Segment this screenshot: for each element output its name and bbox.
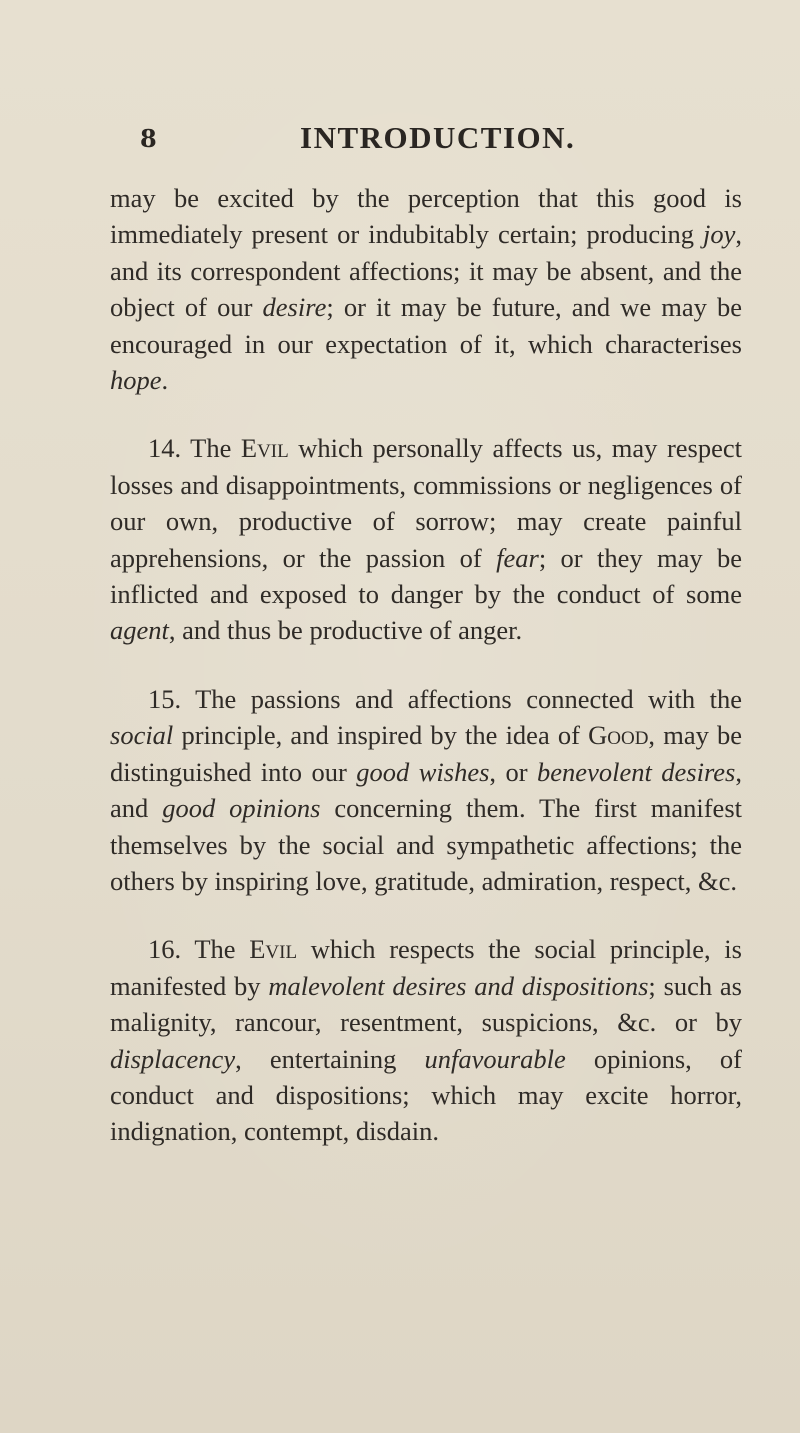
text-run: ; or they may be inflicted and exposed to danger by the conduct of some xyxy=(110,542,743,610)
text-run: , and xyxy=(110,756,742,824)
italic-text: good opinions xyxy=(162,793,321,824)
text-run: 16. The xyxy=(148,934,250,965)
paragraph-continuation xyxy=(110,180,742,398)
text-run: , and its correspondent affections; it may be absent, and the object of our xyxy=(110,219,742,323)
italic-text: displacency xyxy=(110,1043,236,1074)
text-run: which respects the social principle, is manifested by xyxy=(110,934,742,1001)
text-run: , or xyxy=(489,756,538,787)
text-run: , may be distinguished into our xyxy=(110,720,742,787)
italic-text: unfavourable xyxy=(424,1043,566,1074)
italic-text: malevolent desires and dispositions xyxy=(268,970,649,1001)
text-run: which personally affects us, may respect losses and disappointments, commissions or negligences of our own, productive of sorrow; may create painful apprehensions, or the passion of xyxy=(110,433,742,573)
paragraph-15 xyxy=(110,681,742,899)
italic-text: good wishes xyxy=(356,756,490,787)
italic-text: desire xyxy=(262,292,327,323)
text-run: 15. The passions and affections connected with the xyxy=(148,683,742,714)
small-caps-text: Evil xyxy=(240,433,289,464)
page-header xyxy=(0,120,800,160)
text-run: ; such as malignity, rancour, resentment, suspicions, &c. or by xyxy=(110,970,742,1038)
italic-text: social xyxy=(110,720,174,751)
italic-text: benevolent desires xyxy=(537,756,736,787)
paragraph-16 xyxy=(110,931,742,1149)
text-run: 14. The xyxy=(148,433,241,464)
small-caps-text: Evil xyxy=(249,934,298,965)
text-run: may be excited by the perception that this good is immediately present or indubitably certain; producing xyxy=(110,183,742,250)
small-caps-text: Good xyxy=(588,720,649,751)
text-run: . xyxy=(161,365,169,396)
text-run: , and thus be productive of anger. xyxy=(168,615,523,646)
page-number: 8 xyxy=(140,124,157,153)
text-run: concerning them. The first manifest themselves by the social and sympathetic affections; the others by inspiring love, gratitude, admiration, respect, &c. xyxy=(110,793,742,896)
text-run: principle, and inspired by the idea of xyxy=(173,720,589,751)
italic-text: hope xyxy=(110,365,162,396)
italic-text: fear xyxy=(496,542,539,573)
paragraph-14 xyxy=(110,430,742,648)
text-run: opinions, of conduct and dispositions; which may excite horror, indignation, contempt, disdain. xyxy=(110,1043,742,1147)
text-run: ; or it may be future, and we may be encouraged in our expectation of it, which characterises xyxy=(110,292,742,359)
body-text xyxy=(110,180,742,1150)
running-head: INTRODUCTION. xyxy=(300,120,576,155)
text-run: , entertaining xyxy=(235,1043,425,1074)
italic-text: joy xyxy=(703,219,736,250)
italic-text: agent xyxy=(110,615,169,646)
